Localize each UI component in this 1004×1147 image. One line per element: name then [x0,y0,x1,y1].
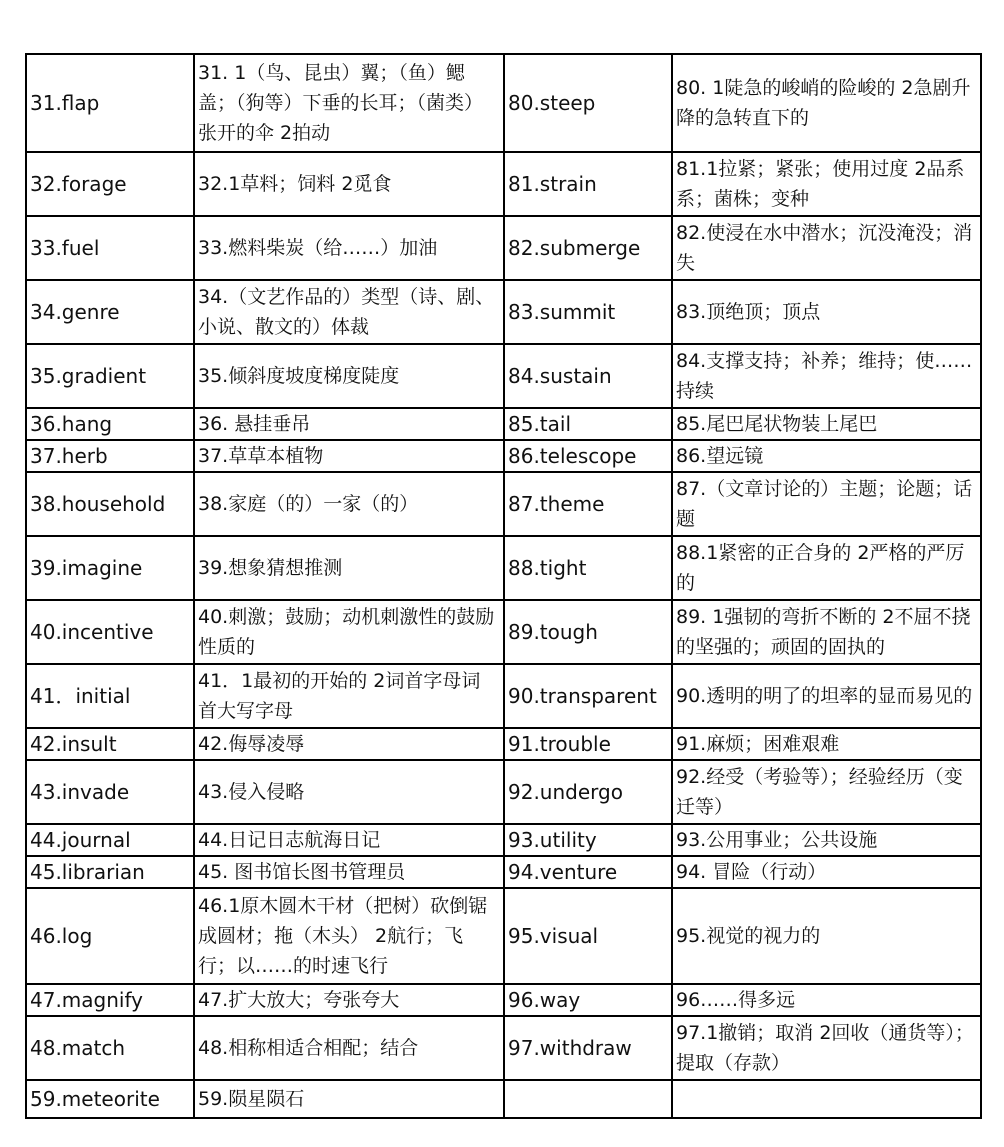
table-row [26,760,981,824]
definition-cell: 31. 1（鸟、昆虫）翼；（鱼）鳃盖；（狗等）下垂的长耳；（菌类）张开的伞 2拍动 [194,54,504,152]
word-cell: 82.submerge [504,216,672,280]
word-cell: 97.withdraw [504,1016,672,1080]
definition-cell: 91.麻烦；困难艰难 [672,728,981,760]
word-cell: 40.incentive [26,600,194,664]
word-cell: 45.librarian [26,856,194,888]
word-cell: 81.strain [504,152,672,216]
definition-cell: 93.公用事业；公共设施 [672,824,981,856]
definition-cell: 35.倾斜度坡度梯度陡度 [194,344,504,408]
word-cell: 84.sustain [504,344,672,408]
definition-cell: 83.顶绝顶；顶点 [672,280,981,344]
definition-cell: 88.1紧密的正合身的 2严格的严厉的 [672,536,981,600]
word-cell: 46.log [26,888,194,984]
table-row [26,54,981,152]
word-cell: 41．initial [26,664,194,728]
word-cell: 83.summit [504,280,672,344]
word-cell: 44.journal [26,824,194,856]
word-cell: 90.transparent [504,664,672,728]
definition-cell: 33.燃料柴炭（给……）加油 [194,216,504,280]
word-cell: 96.way [504,984,672,1016]
word-cell: 91.trouble [504,728,672,760]
definition-cell: 90.透明的明了的坦率的显而易见的 [672,664,981,728]
table-row [26,216,981,280]
table-row [26,728,981,760]
definition-cell: 36. 悬挂垂吊 [194,408,504,440]
definition-cell: 95.视觉的视力的 [672,888,981,984]
table-row [26,1080,981,1118]
word-cell: 88.tight [504,536,672,600]
table-row [26,408,981,440]
definition-cell: 41．1最初的开始的 2词首字母词首大写字母 [194,664,504,728]
definition-cell: 39.想象猜想推测 [194,536,504,600]
definition-cell: 97.1撤销；取消 2回收（通货等）；提取（存款） [672,1016,981,1080]
word-cell: 37.herb [26,440,194,472]
definition-cell: 42.侮辱凌辱 [194,728,504,760]
definition-cell: 82.使浸在水中潜水；沉没淹没；消失 [672,216,981,280]
definition-cell: 48.相称相适合相配；结合 [194,1016,504,1080]
word-cell: 47.magnify [26,984,194,1016]
table-row [26,856,981,888]
word-cell: 93.utility [504,824,672,856]
definition-cell: 45. 图书馆长图书管理员 [194,856,504,888]
definition-cell: 34.（文艺作品的）类型（诗、剧、小说、散文的）体裁 [194,280,504,344]
definition-cell: 37.草草本植物 [194,440,504,472]
definition-cell: 84.支撑支持；补养；维持；使……持续 [672,344,981,408]
word-cell: 89.tough [504,600,672,664]
table-row [26,824,981,856]
word-cell: 39.imagine [26,536,194,600]
table-row [26,280,981,344]
definition-cell: 81.1拉紧；紧张；使用过度 2品系系；菌株；变种 [672,152,981,216]
definition-cell: 96……得多远 [672,984,981,1016]
definition-cell: 46.1原木圆木干材（把树）砍倒锯成圆材；拖（木头） 2航行；飞行；以……的时速飞行 [194,888,504,984]
definition-cell: 89. 1强韧的弯折不断的 2不屈不挠的坚强的；顽固的固执的 [672,600,981,664]
word-cell: 33.fuel [26,216,194,280]
table-row [26,600,981,664]
definition-cell: 43.侵入侵略 [194,760,504,824]
definition-cell: 32.1草料；饲料 2觅食 [194,152,504,216]
word-cell: 80.steep [504,54,672,152]
table-row [26,472,981,536]
definition-cell: 59.陨星陨石 [194,1080,504,1118]
table-row [26,1016,981,1080]
definition-cell [672,1080,981,1118]
word-cell: 92.undergo [504,760,672,824]
definition-cell: 44.日记日志航海日记 [194,824,504,856]
word-cell: 86.telescope [504,440,672,472]
table-row [26,984,981,1016]
word-cell: 31.flap [26,54,194,152]
word-cell: 48.match [26,1016,194,1080]
word-cell: 38.household [26,472,194,536]
definition-cell: 92.经受（考验等）；经验经历（变迁等） [672,760,981,824]
table-row [26,536,981,600]
definition-cell: 40.刺激；鼓励；动机刺激性的鼓励性质的 [194,600,504,664]
definition-cell: 85.尾巴尾状物装上尾巴 [672,408,981,440]
table-row [26,440,981,472]
definition-cell: 80. 1陡急的峻峭的险峻的 2急剧升降的急转直下的 [672,54,981,152]
table-row [26,152,981,216]
definition-cell: 94. 冒险（行动） [672,856,981,888]
table-row [26,664,981,728]
word-cell: 87.theme [504,472,672,536]
table-row [26,888,981,984]
word-cell: 32.forage [26,152,194,216]
word-cell: 94.venture [504,856,672,888]
vocabulary-table-body [26,54,981,1118]
word-cell: 35.gradient [26,344,194,408]
definition-cell: 38.家庭（的）一家（的） [194,472,504,536]
definition-cell: 86.望远镜 [672,440,981,472]
definition-cell: 47.扩大放大；夸张夸大 [194,984,504,1016]
word-cell: 95.visual [504,888,672,984]
definition-cell: 87.（文章讨论的）主题；论题；话题 [672,472,981,536]
word-cell: 36.hang [26,408,194,440]
word-cell: 43.invade [26,760,194,824]
word-cell [504,1080,672,1118]
word-cell: 34.genre [26,280,194,344]
word-cell: 59.meteorite [26,1080,194,1118]
vocabulary-table [25,53,982,1119]
word-cell: 42.insult [26,728,194,760]
word-cell: 85.tail [504,408,672,440]
table-row [26,344,981,408]
